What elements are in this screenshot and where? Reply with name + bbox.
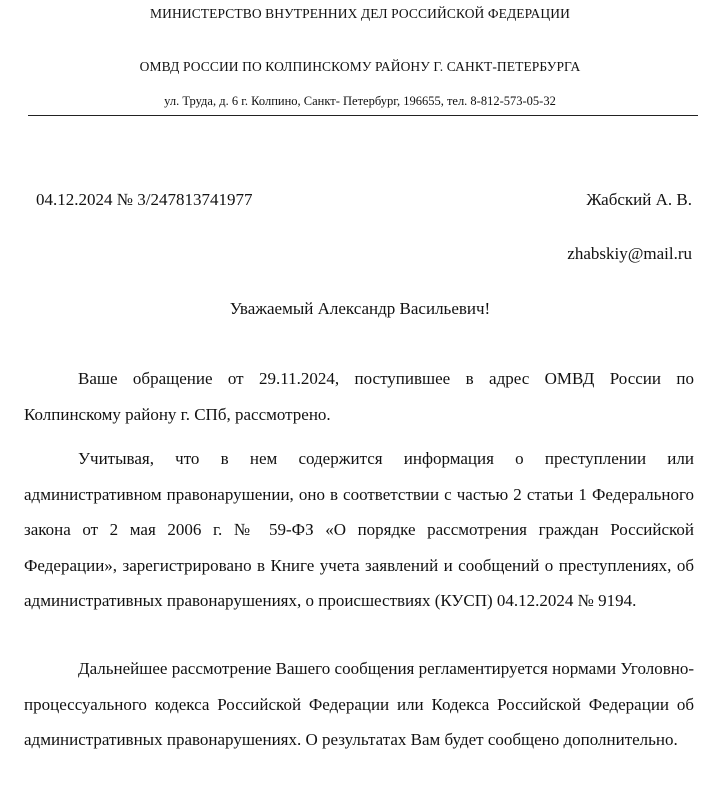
recipient-email: zhabskiy@mail.ru <box>567 244 692 263</box>
registration-number: 04.12.2024 № 3/247813741977 <box>36 190 253 209</box>
department-address: ул. Труда, д. 6 г. Колпино, Санкт- Петербург, 196655, тел. 8-812-573-05-32 <box>164 94 556 108</box>
department-title: ОМВД РОССИИ ПО КОЛПИНСКОМУ РАЙОНУ Г. САНКТ-ПЕТЕРБУРГА <box>139 59 581 74</box>
body-paragraph-2: Учитывая, что в нем содержится информация о преступлении или административном правонарушении, оно в соответствии с частью 2 статьи 1 Федерального закона от 2 мая 2006 г. № 59-ФЗ «О порядке рассмотрения граждан Российской Федерации», зарегистрировано в Книге учета заявлений и сообщений о преступлениях, об административных правонарушениях, о происшествиях (КУСП) 04.12.2024 № 9194. <box>24 449 694 610</box>
body-paragraph-3: Дальнейшее рассмотрение Вашего сообщения регламентируется нормами Уголовно-процессуального кодекса Российской Федерации или Кодекса Российской Федерации об административных правонарушениях. О результатах Вам будет сообщено дополнительно. <box>24 659 694 749</box>
ministry-title: МИНИСТЕРСТВО ВНУТРЕННИХ ДЕЛ РОССИЙСКОЙ ФЕДЕРАЦИИ <box>150 6 570 21</box>
salutation: Уважаемый Александр Васильевич! <box>229 299 491 318</box>
header-divider <box>28 115 698 116</box>
body-paragraph-1: Ваше обращение от 29.11.2024, поступившее в адрес ОМВД России по Колпинскому району г. СПб, рассмотрено. <box>24 369 694 424</box>
recipient-name: Жабский А. В. <box>586 190 692 209</box>
